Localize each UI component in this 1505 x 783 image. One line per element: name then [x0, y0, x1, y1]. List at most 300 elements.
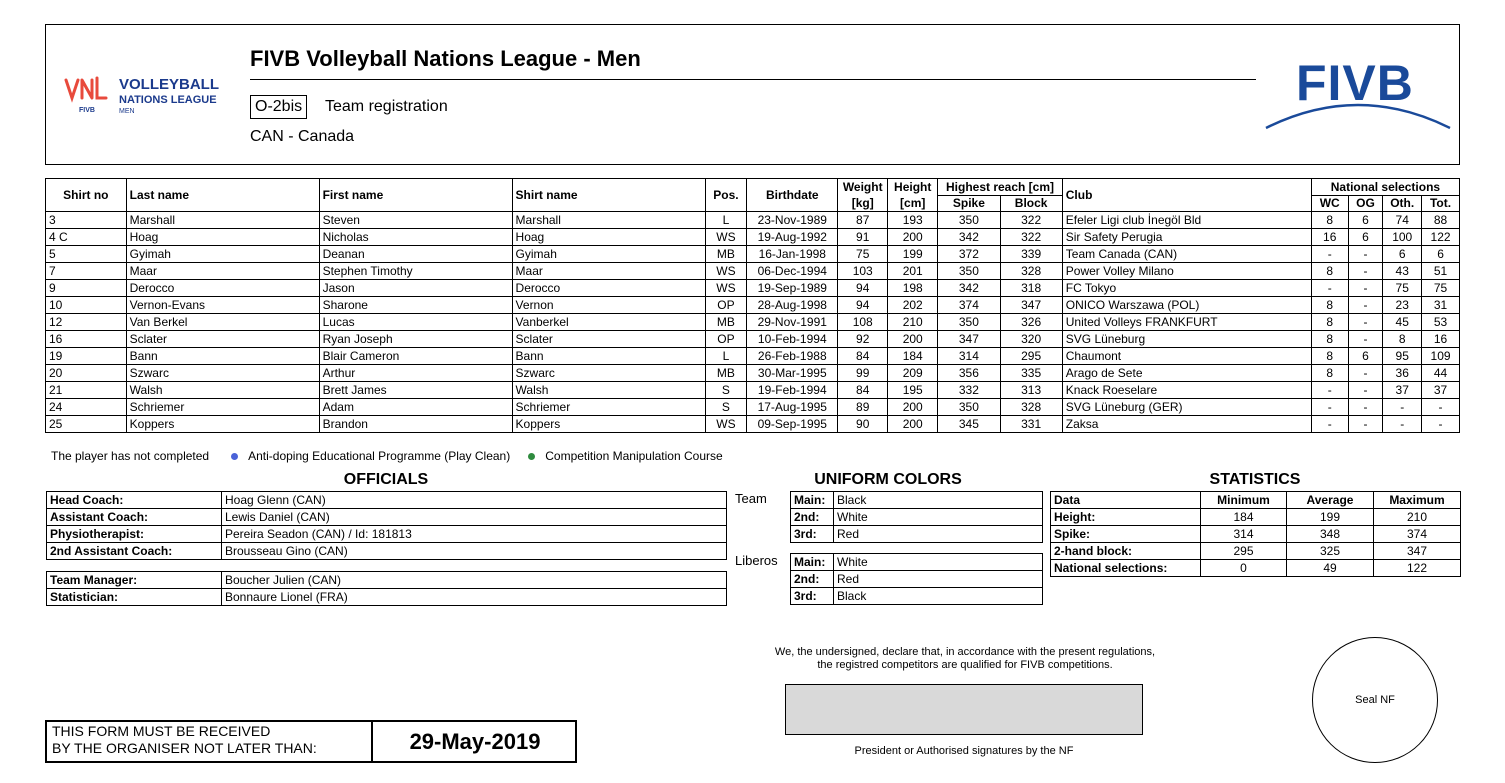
- fivb-logo: [1262, 56, 1454, 136]
- cell-club: Arago de Sete: [1062, 365, 1311, 382]
- cell-og: -: [1348, 331, 1383, 348]
- statistics-title: STATISTICS: [1209, 471, 1301, 488]
- stats-col-data: Data: [1051, 492, 1201, 509]
- cell-spike: 350: [938, 263, 1000, 280]
- table-row: [46, 297, 1460, 314]
- col-og: OG: [1348, 196, 1383, 212]
- cell-birthdate: 30-Mar-1995: [747, 365, 838, 382]
- legend-item-antidoping: Anti-doping Educational Programme (Play Clean): [248, 449, 511, 463]
- cell-tot: 53: [1422, 314, 1460, 331]
- cell-block: 313: [1000, 382, 1062, 399]
- stats-min: 314: [1201, 526, 1287, 543]
- col-highest-reach: Highest reach [cm]: [938, 179, 1063, 196]
- cell-first-name: Ryan Joseph: [319, 331, 512, 348]
- cell-height: 201: [888, 263, 938, 280]
- official-name: Hoag Glenn (CAN): [222, 492, 727, 509]
- table-row: [46, 246, 1460, 263]
- cell-birthdate: 19-Aug-1992: [747, 229, 838, 246]
- uniform-slot: 2nd:: [791, 571, 834, 588]
- cell-pos: OP: [705, 297, 747, 314]
- stats-avg: 325: [1287, 543, 1374, 560]
- legend: [51, 449, 723, 463]
- uniform-slot: 3rd:: [791, 526, 834, 543]
- cell-height: 209: [888, 365, 938, 382]
- cell-spike: 374: [938, 297, 1000, 314]
- cell-pos: WS: [705, 229, 747, 246]
- cell-pos: L: [705, 212, 747, 229]
- table-row: [47, 589, 727, 606]
- cell-last-name: Koppers: [126, 416, 319, 433]
- uniform-color: Red: [834, 526, 1043, 543]
- stats-avg: 49: [1287, 560, 1374, 577]
- table-row: [791, 554, 1043, 571]
- form-name: Team registration: [325, 98, 448, 115]
- cell-oth: -: [1383, 399, 1422, 416]
- cell-wc: 8: [1311, 348, 1348, 365]
- cell-block: 335: [1000, 365, 1062, 382]
- cell-spike: 350: [938, 399, 1000, 416]
- stats-label: 2-hand block:: [1051, 543, 1201, 560]
- cell-spike: 332: [938, 382, 1000, 399]
- cell-tot: 31: [1422, 297, 1460, 314]
- cell-og: 6: [1348, 212, 1383, 229]
- cell-wc: 8: [1311, 297, 1348, 314]
- page-title: FIVB Volleyball Nations League - Men: [250, 46, 641, 71]
- col-national-selections: National selections: [1311, 179, 1459, 196]
- table-row: [47, 492, 727, 509]
- col-pos: Pos.: [705, 179, 747, 212]
- cell-pos: WS: [705, 416, 747, 433]
- cell-spike: 345: [938, 416, 1000, 433]
- cell-weight: 94: [838, 280, 888, 297]
- table-row: [47, 572, 727, 589]
- table-row: [46, 212, 1460, 229]
- cell-tot: 88: [1422, 212, 1460, 229]
- cell-oth: 75: [1383, 280, 1422, 297]
- uniform-slot: 2nd:: [791, 509, 834, 526]
- cell-shirt-no: 4 C: [46, 229, 127, 246]
- cell-weight: 84: [838, 382, 888, 399]
- deadline-line2: BY THE ORGANISER NOT LATER THAN:: [52, 740, 317, 756]
- cell-first-name: Steven: [319, 212, 512, 229]
- cell-block: 339: [1000, 246, 1062, 263]
- signature-box[interactable]: [785, 684, 1143, 735]
- stats-col-avg: Average: [1287, 492, 1374, 509]
- cell-og: -: [1348, 263, 1383, 280]
- declaration-line1: We, the undersigned, declare that, in accordance with the present regulations,: [774, 646, 1156, 658]
- table-row: [47, 509, 727, 526]
- stats-label: Spike:: [1051, 526, 1201, 543]
- cell-tot: 16: [1422, 331, 1460, 348]
- uniform-libero-table: [790, 553, 1043, 605]
- cell-weight: 92: [838, 331, 888, 348]
- cell-first-name: Blair Cameron: [319, 348, 512, 365]
- table-row: [791, 492, 1043, 509]
- cell-pos: MB: [705, 314, 747, 331]
- roster-table: [45, 178, 1460, 433]
- table-row: [791, 571, 1043, 588]
- cell-first-name: Sharone: [319, 297, 512, 314]
- cell-club: SVG Lüneburg: [1062, 331, 1311, 348]
- cell-weight: 108: [838, 314, 888, 331]
- cell-shirt-name: Szwarc: [512, 365, 705, 382]
- table-row: [46, 314, 1460, 331]
- cell-wc: -: [1311, 280, 1348, 297]
- official-name: Pereira Seadon (CAN) / Id: 181813: [222, 526, 727, 543]
- stats-label: National selections:: [1051, 560, 1201, 577]
- col-club: Club: [1062, 179, 1311, 212]
- official-role: Assistant Coach:: [47, 509, 222, 526]
- cell-club: FC Tokyo: [1062, 280, 1311, 297]
- cell-block: 347: [1000, 297, 1062, 314]
- cell-first-name: Deanan: [319, 246, 512, 263]
- cell-height: 195: [888, 382, 938, 399]
- cell-weight: 89: [838, 399, 888, 416]
- cell-og: -: [1348, 246, 1383, 263]
- uniform-colors-title: UNIFORM COLORS: [814, 471, 962, 488]
- uniform-slot: Main:: [791, 554, 834, 571]
- cell-height: 198: [888, 280, 938, 297]
- cell-shirt-no: 9: [46, 280, 127, 297]
- fivb-logo-text: FIVB: [1296, 56, 1414, 111]
- col-shirt-name: Shirt name: [512, 179, 705, 212]
- blue-dot-icon: [231, 453, 238, 460]
- col-weight: Weight: [838, 179, 888, 196]
- uniform-color: White: [834, 554, 1043, 571]
- cell-tot: -: [1422, 416, 1460, 433]
- col-wc: WC: [1311, 196, 1348, 212]
- cell-og: -: [1348, 297, 1383, 314]
- vnl-logo-line1: VOLLEYBALL: [119, 76, 219, 93]
- cell-shirt-name: Derocco: [512, 280, 705, 297]
- cell-first-name: Nicholas: [319, 229, 512, 246]
- cell-tot: 44: [1422, 365, 1460, 382]
- cell-last-name: Szwarc: [126, 365, 319, 382]
- cell-shirt-no: 10: [46, 297, 127, 314]
- col-height-unit: [cm]: [888, 196, 938, 212]
- col-weight-unit: [kg]: [838, 196, 888, 212]
- official-role: Head Coach:: [47, 492, 222, 509]
- cell-shirt-name: Bann: [512, 348, 705, 365]
- official-role: Physiotherapist:: [47, 526, 222, 543]
- uniform-slot: 3rd:: [791, 588, 834, 605]
- deadline-date: 29-May-2019: [409, 729, 541, 754]
- title-divider: [250, 79, 1256, 80]
- cell-height: 184: [888, 348, 938, 365]
- cell-birthdate: 28-Aug-1998: [747, 297, 838, 314]
- cell-og: -: [1348, 399, 1383, 416]
- stats-max: 374: [1374, 526, 1461, 543]
- stats-min: 295: [1201, 543, 1287, 560]
- cell-block: 322: [1000, 229, 1062, 246]
- official-name: Lewis Daniel (CAN): [222, 509, 727, 526]
- table-row: [46, 229, 1460, 246]
- cell-last-name: Van Berkel: [126, 314, 319, 331]
- cell-birthdate: 10-Feb-1994: [747, 331, 838, 348]
- green-dot-icon: [528, 453, 535, 460]
- stats-avg: 348: [1287, 526, 1374, 543]
- official-role: Team Manager:: [47, 572, 222, 589]
- cell-height: 200: [888, 416, 938, 433]
- signature-caption: President or Authorised signatures by the NF: [854, 745, 1074, 757]
- cell-first-name: Stephen Timothy: [319, 263, 512, 280]
- cell-shirt-name: Vernon: [512, 297, 705, 314]
- uniform-team-table: [790, 491, 1043, 543]
- cell-first-name: Brett James: [319, 382, 512, 399]
- cell-weight: 84: [838, 348, 888, 365]
- cell-spike: 372: [938, 246, 1000, 263]
- cell-block: 328: [1000, 263, 1062, 280]
- cell-shirt-name: Sclater: [512, 331, 705, 348]
- stats-col-min: Minimum: [1201, 492, 1287, 509]
- table-row: [791, 588, 1043, 605]
- cell-birthdate: 29-Nov-1991: [747, 314, 838, 331]
- cell-oth: 36: [1383, 365, 1422, 382]
- cell-shirt-no: 20: [46, 365, 127, 382]
- cell-club: Sir Safety Perugia: [1062, 229, 1311, 246]
- cell-spike: 350: [938, 212, 1000, 229]
- cell-block: 331: [1000, 416, 1062, 433]
- cell-height: 200: [888, 229, 938, 246]
- cell-last-name: Vernon-Evans: [126, 297, 319, 314]
- cell-tot: 37: [1422, 382, 1460, 399]
- cell-wc: -: [1311, 399, 1348, 416]
- table-row: [1051, 509, 1461, 526]
- seal-label: Seal NF: [1355, 694, 1395, 706]
- declaration-text: [735, 646, 1195, 672]
- official-name: Brousseau Gino (CAN): [222, 543, 727, 560]
- cell-pos: OP: [705, 331, 747, 348]
- cell-club: Zaksa: [1062, 416, 1311, 433]
- cell-block: 322: [1000, 212, 1062, 229]
- table-row: [1051, 543, 1461, 560]
- cell-birthdate: 16-Jan-1998: [747, 246, 838, 263]
- cell-weight: 103: [838, 263, 888, 280]
- table-row: [1051, 526, 1461, 543]
- declaration-line2: the registred competitors are qualified for FIVB competitions.: [817, 659, 1113, 671]
- team-name: CAN - Canada: [250, 128, 355, 145]
- table-row: [1051, 560, 1461, 577]
- cell-tot: 75: [1422, 280, 1460, 297]
- col-height: Height: [888, 179, 938, 196]
- cell-club: ONICO Warszawa (POL): [1062, 297, 1311, 314]
- official-name: Bonnaure Lionel (FRA): [222, 589, 727, 606]
- cell-oth: 100: [1383, 229, 1422, 246]
- officials-table-2: [46, 571, 727, 606]
- uniform-color: Black: [834, 588, 1043, 605]
- cell-shirt-name: Maar: [512, 263, 705, 280]
- cell-wc: 8: [1311, 331, 1348, 348]
- cell-block: 318: [1000, 280, 1062, 297]
- cell-shirt-name: Hoag: [512, 229, 705, 246]
- cell-pos: MB: [705, 246, 747, 263]
- cell-shirt-no: 16: [46, 331, 127, 348]
- cell-birthdate: 19-Feb-1994: [747, 382, 838, 399]
- cell-wc: -: [1311, 416, 1348, 433]
- cell-weight: 75: [838, 246, 888, 263]
- table-row: [46, 416, 1460, 433]
- cell-tot: 109: [1422, 348, 1460, 365]
- statistics-table: [1050, 491, 1461, 577]
- cell-tot: 51: [1422, 263, 1460, 280]
- cell-spike: 350: [938, 314, 1000, 331]
- table-row: [791, 509, 1043, 526]
- official-role: Statistician:: [47, 589, 222, 606]
- cell-oth: -: [1383, 416, 1422, 433]
- stats-label: Height:: [1051, 509, 1201, 526]
- stats-min: 0: [1201, 560, 1287, 577]
- vnl-logo-small: FIVB: [79, 107, 95, 114]
- cell-wc: -: [1311, 382, 1348, 399]
- table-row: [46, 365, 1460, 382]
- uniform-color: Black: [834, 492, 1043, 509]
- cell-oth: 43: [1383, 263, 1422, 280]
- cell-wc: 8: [1311, 365, 1348, 382]
- cell-height: 200: [888, 331, 938, 348]
- cell-last-name: Walsh: [126, 382, 319, 399]
- uniform-team-label: Team: [735, 491, 767, 506]
- cell-height: 202: [888, 297, 938, 314]
- form-code-badge: O-2bis: [250, 95, 307, 119]
- cell-wc: 8: [1311, 212, 1348, 229]
- cell-height: 193: [888, 212, 938, 229]
- cell-height: 210: [888, 314, 938, 331]
- cell-weight: 91: [838, 229, 888, 246]
- cell-birthdate: 06-Dec-1994: [747, 263, 838, 280]
- uniform-color: Red: [834, 571, 1043, 588]
- cell-last-name: Schriemer: [126, 399, 319, 416]
- vnl-logo-line2: NATIONS LEAGUE: [119, 94, 217, 106]
- cell-wc: -: [1311, 246, 1348, 263]
- cell-pos: WS: [705, 263, 747, 280]
- cell-oth: 37: [1383, 382, 1422, 399]
- cell-shirt-name: Koppers: [512, 416, 705, 433]
- cell-last-name: Bann: [126, 348, 319, 365]
- table-row: [47, 543, 727, 560]
- cell-oth: 23: [1383, 297, 1422, 314]
- table-row: [46, 263, 1460, 280]
- official-name: Boucher Julien (CAN): [222, 572, 727, 589]
- vnl-logo: [64, 74, 234, 118]
- stats-col-max: Maximum: [1374, 492, 1461, 509]
- cell-club: SVG Lüneburg (GER): [1062, 399, 1311, 416]
- table-row: [46, 382, 1460, 399]
- cell-shirt-name: Gyimah: [512, 246, 705, 263]
- cell-block: 295: [1000, 348, 1062, 365]
- official-role: 2nd Assistant Coach:: [47, 543, 222, 560]
- cell-club: United Volleys FRANKFURT: [1062, 314, 1311, 331]
- cell-weight: 94: [838, 297, 888, 314]
- cell-club: Knack Roeselare: [1062, 382, 1311, 399]
- cell-weight: 87: [838, 212, 888, 229]
- cell-shirt-no: 21: [46, 382, 127, 399]
- uniform-libero-label: Liberos: [735, 553, 778, 568]
- cell-height: 199: [888, 246, 938, 263]
- table-row: [46, 348, 1460, 365]
- cell-first-name: Adam: [319, 399, 512, 416]
- deadline-text: [52, 723, 317, 757]
- cell-spike: 356: [938, 365, 1000, 382]
- cell-og: -: [1348, 314, 1383, 331]
- cell-pos: S: [705, 382, 747, 399]
- col-block: Block: [1000, 196, 1062, 212]
- cell-last-name: Marshall: [126, 212, 319, 229]
- col-last-name: Last name: [126, 179, 319, 212]
- cell-spike: 342: [938, 280, 1000, 297]
- col-first-name: First name: [319, 179, 512, 212]
- cell-shirt-no: 25: [46, 416, 127, 433]
- cell-pos: L: [705, 348, 747, 365]
- cell-wc: 8: [1311, 263, 1348, 280]
- cell-block: 328: [1000, 399, 1062, 416]
- cell-shirt-name: Marshall: [512, 212, 705, 229]
- cell-spike: 347: [938, 331, 1000, 348]
- cell-shirt-no: 24: [46, 399, 127, 416]
- cell-pos: MB: [705, 365, 747, 382]
- cell-shirt-no: 7: [46, 263, 127, 280]
- cell-birthdate: 23-Nov-1989: [747, 212, 838, 229]
- col-oth: Oth.: [1383, 196, 1422, 212]
- cell-last-name: Maar: [126, 263, 319, 280]
- col-tot: Tot.: [1422, 196, 1460, 212]
- cell-shirt-no: 19: [46, 348, 127, 365]
- stats-avg: 199: [1287, 509, 1374, 526]
- deadline-line1: THIS FORM MUST BE RECEIVED: [52, 723, 271, 739]
- officials-table: [46, 491, 727, 560]
- stats-max: 122: [1374, 560, 1461, 577]
- cell-club: Chaumont: [1062, 348, 1311, 365]
- stats-min: 184: [1201, 509, 1287, 526]
- cell-oth: 6: [1383, 246, 1422, 263]
- table-row: [46, 280, 1460, 297]
- cell-last-name: Sclater: [126, 331, 319, 348]
- cell-spike: 342: [938, 229, 1000, 246]
- table-row: [791, 526, 1043, 543]
- legend-item-manipulation: Competition Manipulation Course: [545, 449, 723, 463]
- cell-oth: 95: [1383, 348, 1422, 365]
- cell-og: -: [1348, 416, 1383, 433]
- cell-oth: 74: [1383, 212, 1422, 229]
- cell-shirt-no: 3: [46, 212, 127, 229]
- col-shirt-no: Shirt no: [46, 179, 127, 212]
- cell-weight: 90: [838, 416, 888, 433]
- cell-first-name: Jason: [319, 280, 512, 297]
- stats-max: 210: [1374, 509, 1461, 526]
- cell-og: -: [1348, 382, 1383, 399]
- cell-birthdate: 09-Sep-1995: [747, 416, 838, 433]
- cell-birthdate: 26-Feb-1988: [747, 348, 838, 365]
- cell-first-name: Arthur: [319, 365, 512, 382]
- cell-club: Team Canada (CAN): [1062, 246, 1311, 263]
- cell-weight: 99: [838, 365, 888, 382]
- cell-tot: 6: [1422, 246, 1460, 263]
- cell-og: -: [1348, 280, 1383, 297]
- cell-pos: WS: [705, 280, 747, 297]
- vnl-logo-sub: MEN: [119, 108, 135, 115]
- cell-oth: 8: [1383, 331, 1422, 348]
- table-row: [47, 526, 727, 543]
- table-row: [46, 331, 1460, 348]
- cell-height: 200: [888, 399, 938, 416]
- cell-shirt-no: 5: [46, 246, 127, 263]
- cell-shirt-name: Walsh: [512, 382, 705, 399]
- cell-block: 326: [1000, 314, 1062, 331]
- cell-og: 6: [1348, 348, 1383, 365]
- cell-shirt-name: Schriemer: [512, 399, 705, 416]
- officials-title: OFFICIALS: [343, 471, 429, 488]
- cell-club: Efeler Ligi club İnegöl Bld: [1062, 212, 1311, 229]
- cell-birthdate: 19-Sep-1989: [747, 280, 838, 297]
